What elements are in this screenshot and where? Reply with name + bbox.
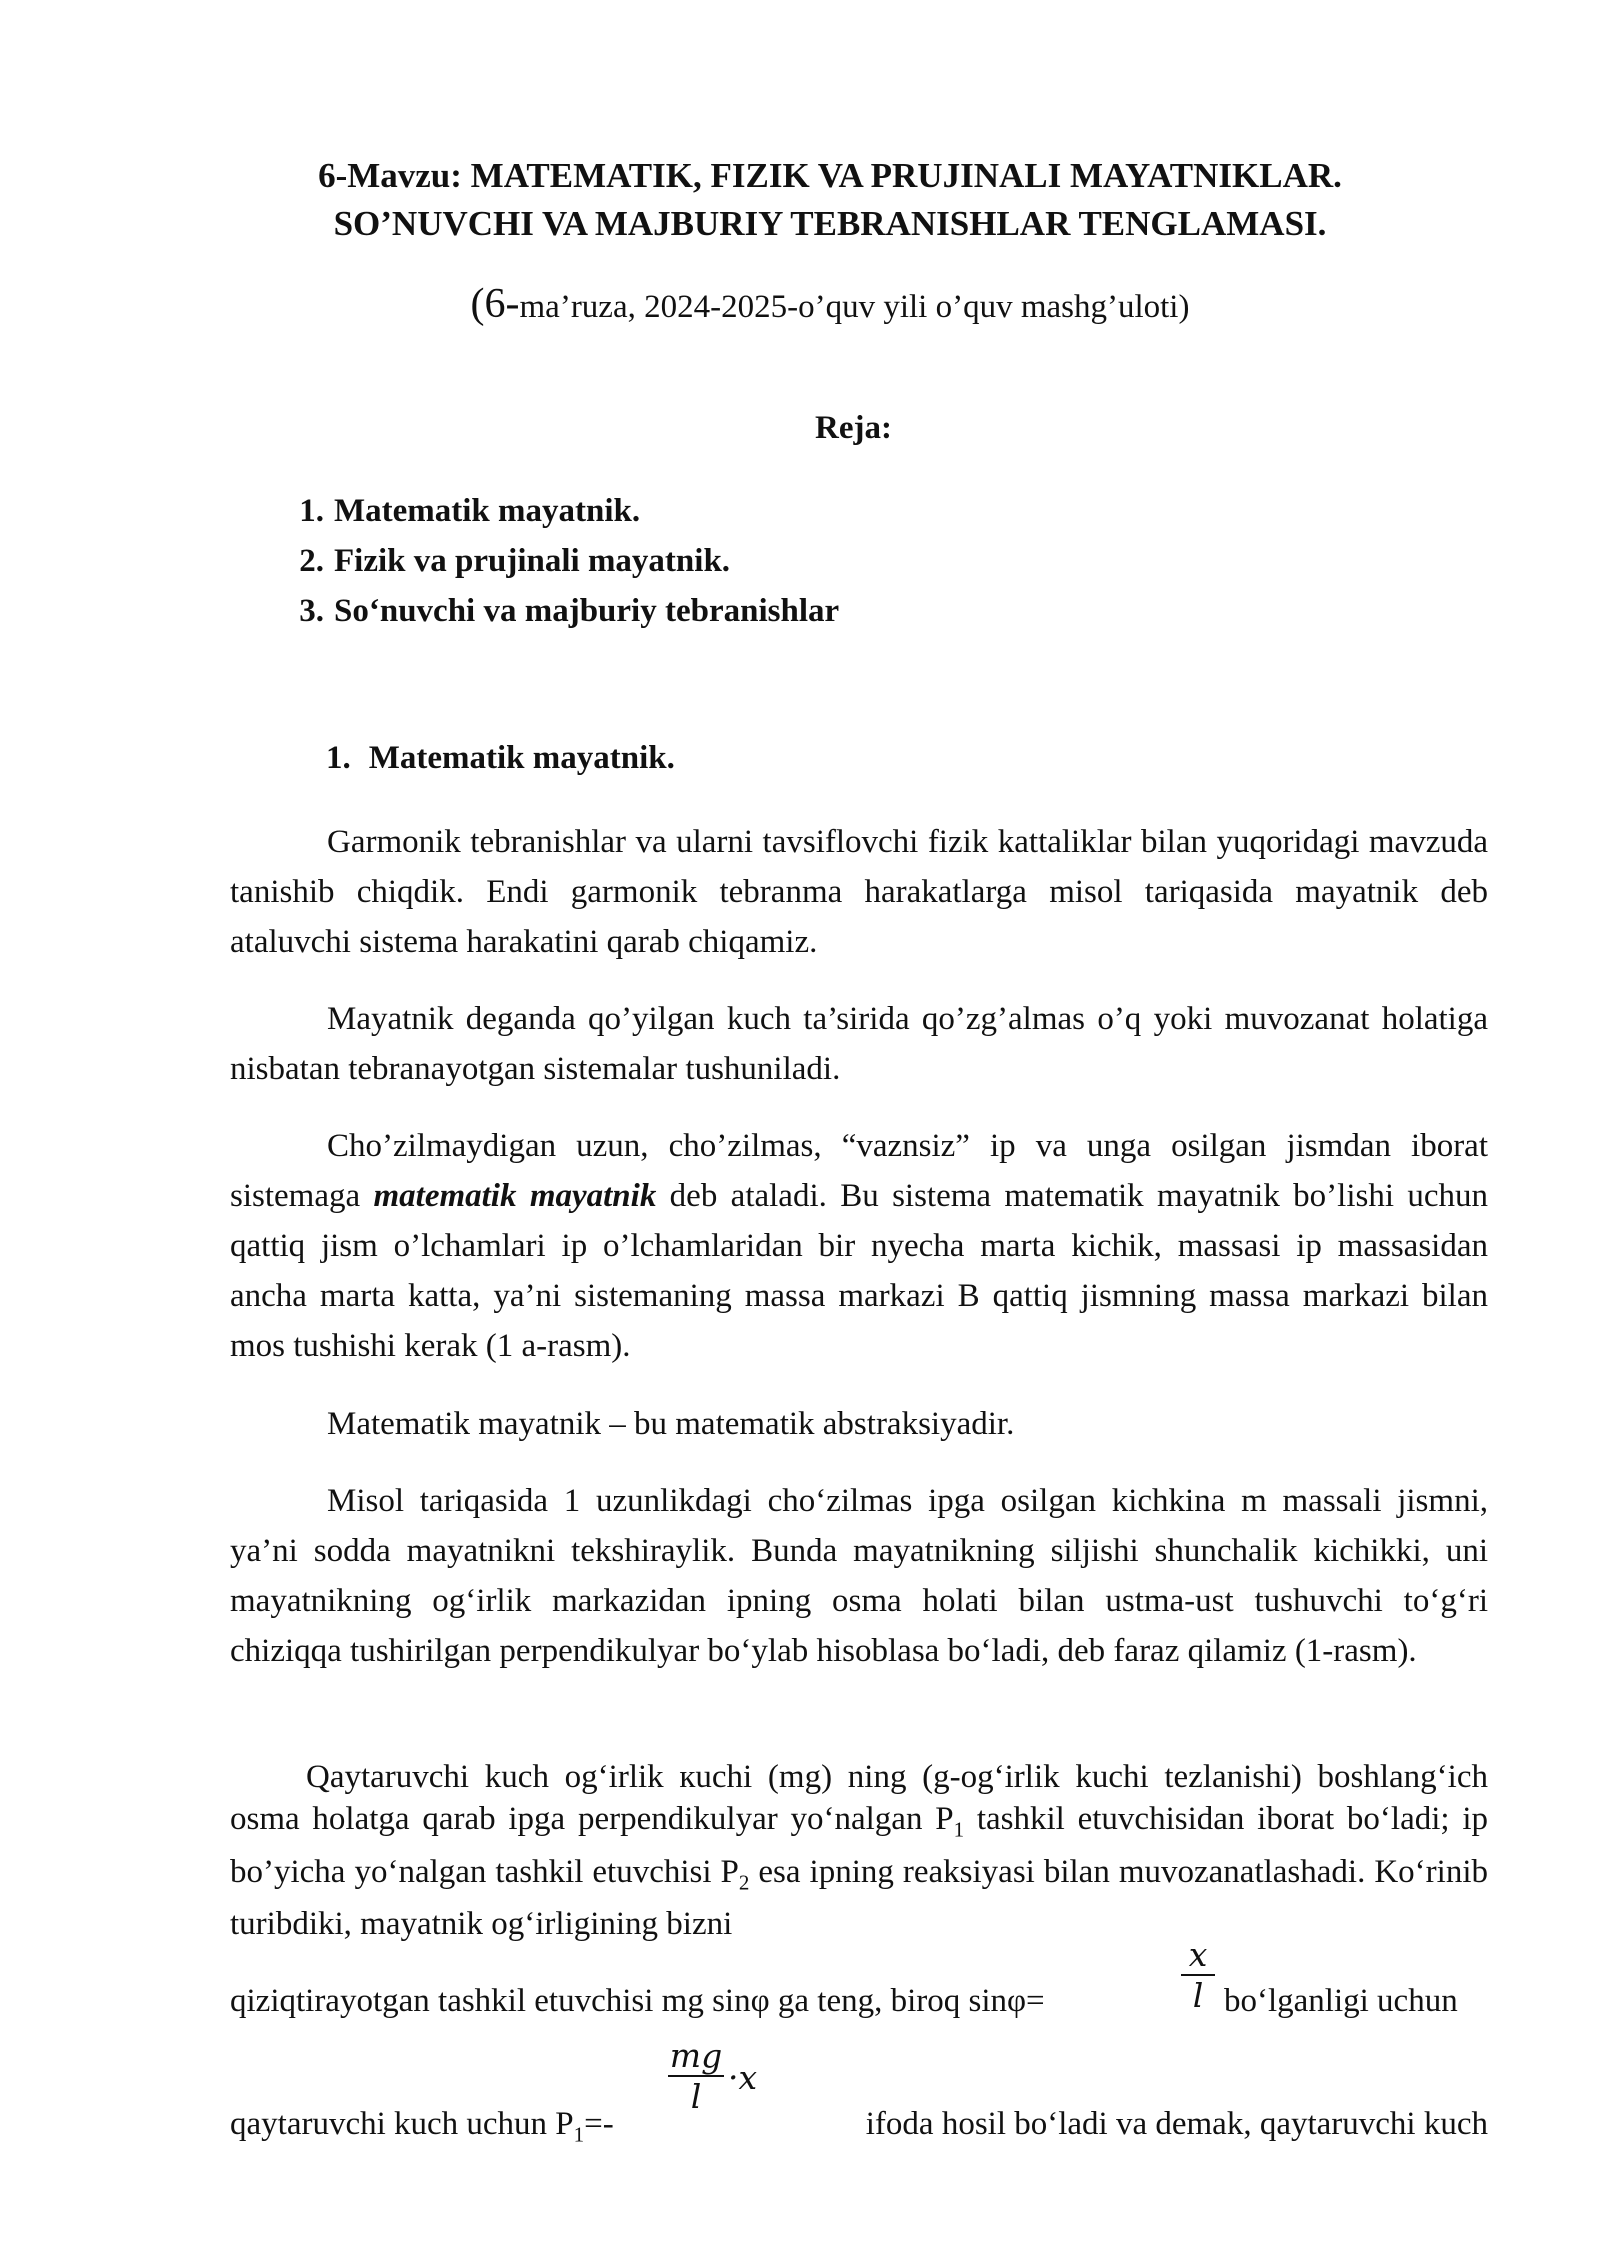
subscript: 1 (573, 2122, 585, 2147)
section-heading (326, 740, 675, 777)
plan-heading: Reja: (815, 410, 892, 446)
paragraph-4: Matematik mayatnik – bu matematik abstraksiyadir. (327, 1406, 1015, 1442)
subtitle-open: (6- (470, 281, 520, 327)
plan-item-label: So‘nuvchi va majburiy tebranishlar (334, 593, 840, 629)
subscript: 1 (953, 1817, 965, 1842)
fraction-denominator: l (690, 2077, 702, 2116)
plan-item-number: 1. (299, 493, 324, 529)
paragraph-6-a: Qaytaruvchi kuch og‘irlik кuchi (mg) ning (g-og‘irlik kuchi tezlanishi) boshlang‘ich osma holatga qarab ipga perpendikulyar yo‘nalgan P (230, 1759, 1488, 1837)
plan-item (270, 486, 839, 536)
formula-line-2-end: ifoda hosil bo‘ladi va demak, qaytaruvchi kuch (865, 2106, 1488, 2142)
paragraph-3 (230, 1121, 1488, 1371)
section-title: Matematik mayatnik. (368, 740, 675, 776)
plan-item (270, 536, 839, 586)
variable-x: x (738, 2058, 758, 2097)
formula-line-1-text-a: qiziqtirayotgan tashkil etuvchisi mg sinφ ga teng, biroq sinφ= (230, 1983, 1045, 2019)
paragraph-3-b: deb ataladi. Bu sistema matematik mayatnik bo’lishi uchun qattiq jism o’lchamlari ip o’lchamlaridan bir nyecha marta kichik, massasi ip massasidan ancha marta katta, ya’ni sistemaning massa markazi B qattiq jismning massa markazi bilan mos tushishi kerak (1 a-rasm). (230, 1178, 1488, 1364)
subtitle-rest: ma’ruza, 2024-2025-o’quv yili o’quv mashg’uloti) (519, 289, 1190, 325)
formula-line-2-text-b: =- (584, 2106, 614, 2142)
plan-item-label: Fizik va prujinali mayatnik. (334, 543, 731, 579)
subscript: 2 (738, 1870, 750, 1895)
page-title-line-2: SO’NUVCHI VA MAJBURIY TEBRANISHLAR TENGLAMASI. (333, 204, 1327, 243)
fraction-numerator: x (1188, 1935, 1208, 1974)
plan-item-label: Matematik mayatnik. (334, 493, 641, 529)
multiplied-variable (728, 2058, 757, 2097)
section-number: 1. (326, 740, 351, 776)
paragraph-6 (230, 1756, 1488, 1945)
paragraph-2: Mayatnik deganda qo’yilgan kuch ta’sirida qo’zg’almas o’q yoki muvozanat holatiga nisbatan tebranayotgan sistemalar tushuniladi. (230, 1001, 1488, 1087)
paragraph-3-a: Cho’zilmaydigan uzun, cho’zilmas, “vaznsiz” ip va unga osilgan jismdan iborat sistemaga (230, 1128, 1488, 1214)
formula-line-2-text-a: qaytaruvchi kuch uchun P (230, 2106, 574, 2142)
page-subtitle (230, 280, 1430, 328)
paragraph-6-c: esa ipning reaksiyasi bilan muvozanatlashadi. Ko‘rinib turibdiki, mayatnik og‘irligining bizni (230, 1853, 1488, 1943)
plan-item (270, 586, 839, 636)
paragraph-1: Garmonik tebranishlar va ularni tavsiflovchi fizik kattaliklar bilan yuqoridagi mavzuda tanishib chiqdik. Endi garmonik tebranma harakatlarga misol tariqasida mayatnik deb ataluvchi sistema harakatini qarab chiqamiz. (230, 824, 1488, 960)
term-emphasis: matematik mayatnik (373, 1178, 657, 1214)
plan-list (270, 486, 839, 636)
fraction-denominator: l (1192, 1976, 1204, 2015)
formula-line-1-end: bo‘lganligi uchun (1224, 1983, 1458, 2019)
page-title-line-1: 6-Mavzu: MATEMATIK, FIZIK VA PRUJINALI MAYATNIKLAR. (318, 156, 1342, 195)
multiply-dot: · (728, 2058, 739, 2097)
fraction-mg-over-l (668, 2036, 724, 2116)
plan-item-number: 3. (299, 593, 324, 629)
plan-item-number: 2. (299, 543, 324, 579)
fraction-numerator: mg (669, 2036, 723, 2075)
paragraph-6-b: tashkil etuvchisidan iborat bo‘ladi; ip bo’yicha yo‘nalgan tashkil etuvchisi P (230, 1801, 1488, 1890)
paragraph-5: Misol tariqasida 1 uzunlikdagi cho‘zilmas ipga osilgan kichkina m massali jismni, ya’ni sodda mayatnikni tekshiraylik. Bunda mayatnikning siljishi shunchalik kichikki, uni mayatnikning og‘irlik markazidan ipning osma holati bilan ustma-ust tushuvchi to‘g‘ri chiziqqa tushirilgan perpendikulyar bo‘ylab hisoblasa bo‘ladi, deb faraz qilamiz (1-rasm). (230, 1483, 1488, 1669)
fraction-x-over-l (1181, 1935, 1215, 2015)
